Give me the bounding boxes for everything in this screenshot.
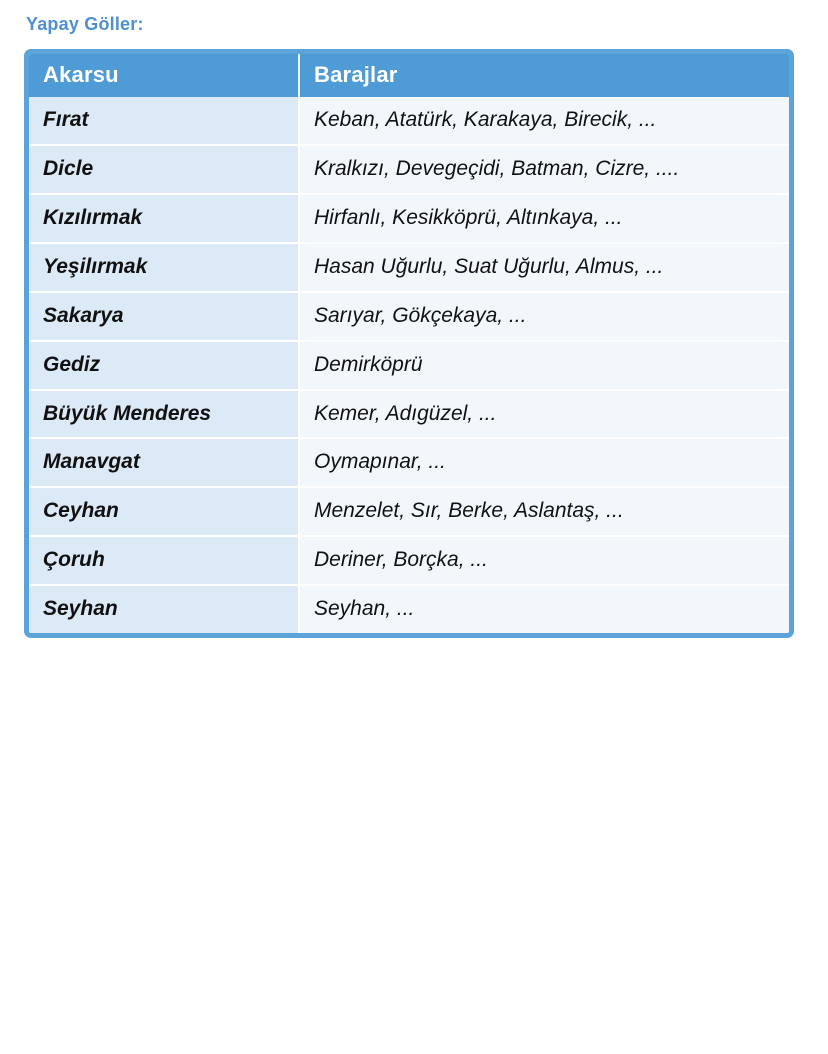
table-header: [29, 54, 789, 97]
table-row: [29, 487, 789, 536]
cell-dams: Deriner, Borçka, ...: [299, 536, 789, 585]
table-body: [29, 97, 789, 633]
cell-river: Büyük Menderes: [29, 390, 299, 439]
cell-river: Çoruh: [29, 536, 299, 585]
column-header-dams: Barajlar: [299, 54, 789, 97]
table-row: [29, 292, 789, 341]
cell-dams: Kemer, Adıgüzel, ...: [299, 390, 789, 439]
cell-dams: Sarıyar, Gökçekaya, ...: [299, 292, 789, 341]
table-row: [29, 390, 789, 439]
cell-dams: Hasan Uğurlu, Suat Uğurlu, Almus, ...: [299, 243, 789, 292]
cell-dams: Menzelet, Sır, Berke, Aslantaş, ...: [299, 487, 789, 536]
table-row: [29, 585, 789, 633]
cell-river: Yeşilırmak: [29, 243, 299, 292]
cell-river: Ceyhan: [29, 487, 299, 536]
table-row: [29, 243, 789, 292]
table-header-row: [29, 54, 789, 97]
table-row: [29, 438, 789, 487]
cell-dams: Keban, Atatürk, Karakaya, Birecik, ...: [299, 97, 789, 145]
cell-dams: Oymapınar, ...: [299, 438, 789, 487]
cell-river: Kızılırmak: [29, 194, 299, 243]
cell-dams: Hirfanlı, Kesikköprü, Altınkaya, ...: [299, 194, 789, 243]
cell-dams: Kralkızı, Devegeçidi, Batman, Cizre, ....: [299, 145, 789, 194]
table-row: [29, 341, 789, 390]
cell-river: Dicle: [29, 145, 299, 194]
dams-table-container: [24, 49, 794, 638]
table-row: [29, 145, 789, 194]
table-row: [29, 97, 789, 145]
table-row: [29, 194, 789, 243]
cell-river: Gediz: [29, 341, 299, 390]
table-row: [29, 536, 789, 585]
cell-dams: Seyhan, ...: [299, 585, 789, 633]
cell-dams: Demirköprü: [299, 341, 789, 390]
cell-river: Seyhan: [29, 585, 299, 633]
cell-river: Sakarya: [29, 292, 299, 341]
rivers-dams-table: [29, 54, 789, 633]
column-header-river: Akarsu: [29, 54, 299, 97]
cell-river: Manavgat: [29, 438, 299, 487]
cell-river: Fırat: [29, 97, 299, 145]
page-title: Yapay Göller:: [26, 14, 144, 34]
